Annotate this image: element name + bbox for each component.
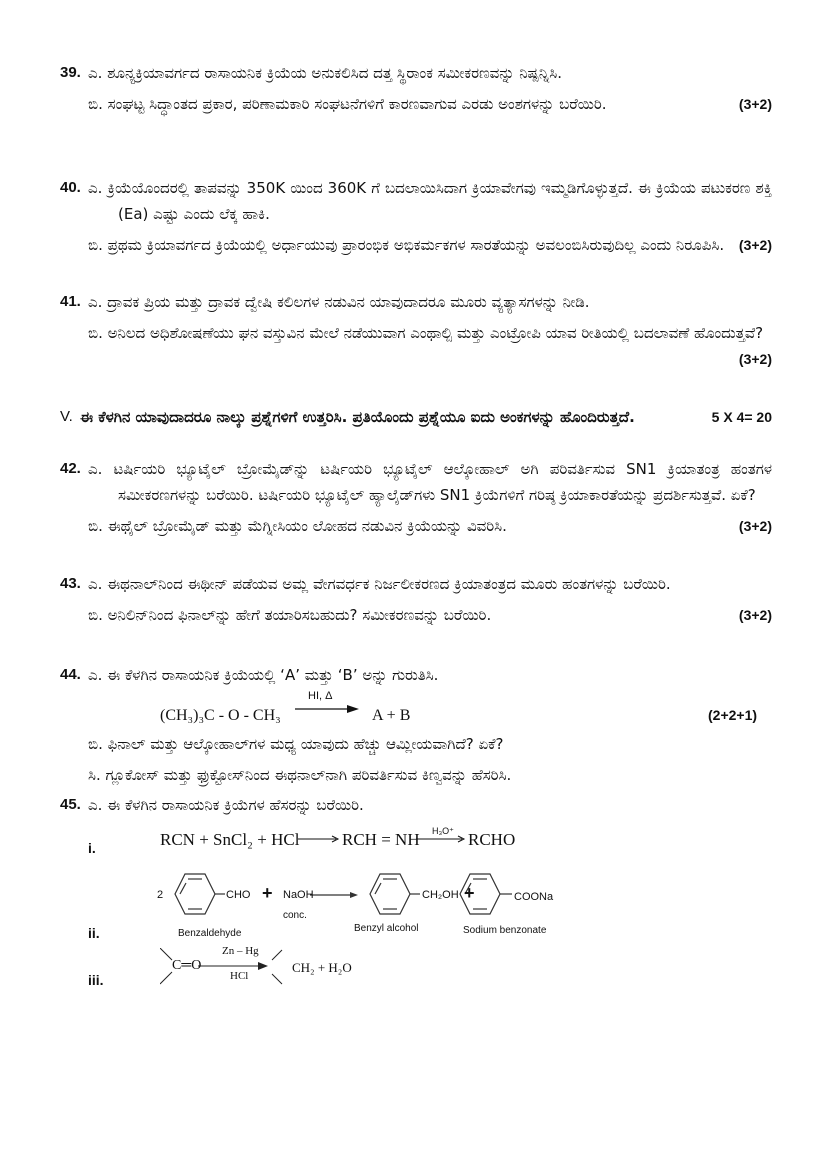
question-number: 44. bbox=[60, 666, 81, 683]
reaction-1-intermediate: RCH = NH bbox=[342, 830, 420, 849]
section-number: V. bbox=[60, 408, 73, 425]
section-v-heading bbox=[60, 405, 772, 429]
reaction-1-reactants: RCN + SnCl₂ + HCl bbox=[160, 830, 300, 849]
ch2oh-group: CH₂OH bbox=[422, 889, 459, 901]
reaction-label: iii. bbox=[88, 972, 104, 988]
carbonyl-reactant: C═O bbox=[172, 958, 202, 973]
part-b: ಬಿ. ಅನಿಲಿನ್‌ನಿಂದ ಫಿನಾಲ್‌ನ್ನು ಹೇಗೆ ತಯಾರಿಸಬಹುದು? ಸಮೀಕರಣವನ್ನು ಬರೆಯಿರಿ. bbox=[88, 606, 492, 624]
part-b: ಬಿ. ಫಿನಾಲ್ ಮತ್ತು ಆಲ್ಕೋಹಾಲ್‌ಗಳ ಮಧ್ಯ ಯಾವುದು ಹೆಚ್ಚು ಆಮ್ಲೀಯವಾಗಿದೆ? ಏಕೆ? bbox=[88, 735, 504, 753]
question-number: 40. bbox=[60, 179, 81, 196]
benzaldehyde-label: Benzaldehyde bbox=[178, 928, 242, 939]
equation-condition: HI, Δ bbox=[308, 690, 333, 702]
marks: (3+2) bbox=[738, 351, 772, 367]
question-45 bbox=[60, 792, 772, 818]
question-44 bbox=[60, 662, 772, 688]
question-number: 43. bbox=[60, 575, 81, 592]
coona-group: COONa bbox=[514, 891, 554, 903]
arrow-icon bbox=[416, 834, 466, 844]
reaction-label: ii. bbox=[88, 925, 100, 941]
question-40 bbox=[60, 175, 772, 258]
reaction-1-condition: H₃O⁺ bbox=[432, 826, 454, 836]
part-a: ಎ. ಟರ್ಷಿಯರಿ ಭ್ಯೂಟೈಲ್ ಬ್ರೋಮೈಡ್‌ನ್ನು ಟರ್ಷಿಯರಿ ಭ್ಯೂಟೈಲ್ ಆಲ್ಕೋಹಾಲ್ ಅಗಿ ಪರಿವರ್ತಿಸುವ SN1 ಕ್ರಿಯಾತಂತ್ರ ಹಂತಗಳ ಸಮೀಕರಣಗಳನ್ನು ಬರೆಯಿರಿ. ಟರ್ಷಿಯರಿ ಭ್ಯೂಟೈಲ್ ಹ್ಯಾಲೈಡ್‌ಗಳು SN1 ಕ್ರಿಯೆಗಳಿಗೆ ಗರಿಷ್ಠ ಕ್ರಿಯಾಕಾರತೆಯನ್ನು ಪ್ರದರ್ಶಿಸುತ್ತವೆ. ಏಕೆ? bbox=[88, 460, 772, 504]
reaction-3-products: CH₂ + H₂O bbox=[292, 960, 352, 975]
part-a: ಎ. ದ್ರಾವಕ ಪ್ರಿಯ ಮತ್ತು ದ್ರಾವಕ ದ್ವೇಷಿ ಕಲಿಲಗಳ ನಡುವಿನ ಯಾವುದಾದರೂ ಮೂರು ವ್ಯತ್ಯಾಸಗಳನ್ನು ನೀಡಿ. bbox=[88, 293, 590, 311]
marks: (3+2) bbox=[738, 237, 772, 253]
marks: (3+2) bbox=[738, 518, 772, 534]
condition-bottom: HCl bbox=[230, 970, 249, 982]
cho-group: CHO bbox=[226, 889, 251, 901]
part-a: ಎ. ಈ ಕೆಳಗಿನ ರಾಸಾಯನಿಕ ಕ್ರಿಯೆಗಳ ಹೆಸರನ್ನು ಬರೆಯಿರಿ. bbox=[88, 796, 364, 814]
benzyl-alcohol-label: Benzyl alcohol bbox=[354, 923, 419, 934]
part-a: ಎ. ಶೂನ್ಯಕ್ರಿಯಾವರ್ಗದ ರಾಸಾಯನಿಕ ಕ್ರಿಯೆಯ ಅನುಕಲಿಸಿದ ದತ್ತ ಸ್ಥಿರಾಂಕ ಸಮೀಕರಣವನ್ನು ನಿಷ್ಪನ್ನಿಸಿ. bbox=[88, 64, 562, 82]
marks: (3+2) bbox=[738, 96, 772, 112]
question-44-bc bbox=[60, 731, 772, 788]
arrow-icon bbox=[298, 834, 340, 844]
plus-sign: + bbox=[262, 883, 273, 903]
marks: (3+2) bbox=[738, 607, 772, 623]
part-c: ಸಿ. ಗ್ಲೂಕೋಸ್ ಮತ್ತು ಫ್ರುಕ್ಟೋಸ್‌ನಿಂದ ಈಥನಾಲ್‌ನಾಗಿ ಪರಿವರ್ತಿಸುವ ಕಿಣ್ವವನ್ನು ಹೆಸರಿಸಿ. bbox=[88, 766, 512, 784]
condition-top: Zn – Hg bbox=[222, 945, 259, 957]
question-43 bbox=[60, 571, 772, 628]
equation-reactant: (CH₃)₃C - O - CH₃ bbox=[160, 707, 281, 724]
part-b: ಬಿ. ಅನಿಲದ ಅಧಿಶೋಷಣೆಯು ಘನ ವಸ್ತುವಿನ ಮೇಲೆ ನಡೆಯುವಾಗ ಎಂಥಾಲ್ಪಿ ಮತ್ತು ಎಂಟ್ರೋಪಿ ಯಾವ ರೀತಿಯಲ್ಲಿ ಬದಲಾವಣೆ ಹೊಂದುತ್ತವೆ? bbox=[88, 324, 764, 342]
equation-product: A + B bbox=[372, 707, 411, 724]
coefficient: 2 bbox=[157, 889, 164, 901]
part-b: ಬಿ. ಈಥೈಲ್ ಬ್ರೋಮೈಡ್ ಮತ್ತು ಮೆಗ್ನೀಸಿಯಂ ಲೋಹದ ನಡುವಿನ ಕ್ರಿಯೆಯನ್ನು ವಿವರಿಸಿ. bbox=[88, 517, 507, 535]
question-41 bbox=[60, 289, 772, 372]
reaction-arrow-icon bbox=[295, 704, 360, 714]
part-b: ಬಿ. ಸಂಘಟ್ಟ ಸಿದ್ಧಾಂತದ ಪ್ರಕಾರ, ಪರಿಣಾಮಕಾರಿ ಸಂಘಟನೆಗಳಿಗೆ ಕಾರಣವಾಗುವ ಎರಡು ಅಂಶಗಳನ್ನು ಬರೆಯಿರಿ. bbox=[88, 95, 607, 113]
part-a: ಎ. ಈಥನಾಲ್‌ನಿಂದ ಈಥೀನ್ ಪಡೆಯವ ಅಮ್ಲ ವೇಗವರ್ಧಕ ನಿರ್ಜಲೀಕರಣದ ಕ್ರಿಯಾತಂತ್ರದ ಮೂರು ಹಂತಗಳನ್ನು ಬರೆಯಿರಿ. bbox=[88, 575, 671, 593]
question-42 bbox=[60, 456, 772, 539]
question-number: 42. bbox=[60, 460, 81, 477]
marks: (2+2+1) bbox=[708, 707, 758, 723]
question-39 bbox=[60, 60, 772, 117]
section-instructions: ಈ ಕೆಳಗಿನ ಯಾವುದಾದರೂ ನಾಲ್ಕು ಪ್ರಶ್ನೆಗಳಿಗೆ ಉತ್ತರಿಸಿ. ಪ್ರತಿಯೊಂದು ಪ್ರಶ್ನೆಯೂ ಐದು ಅಂಕಗಳನ್ನು ಹೊಂದಿರುತ್ತದೆ. bbox=[80, 408, 635, 426]
plus-sign: + bbox=[464, 883, 475, 903]
part-a: ಎ. ಈ ಕೆಳಗಿನ ರಾಸಾಯನಿಕ ಕ್ರಿಯೆಯಲ್ಲಿ ‘A’ ಮತ್ತು ‘B’ ಅನ್ನು ಗುರುತಿಸಿ. bbox=[88, 666, 439, 684]
question-number: 39. bbox=[60, 64, 81, 81]
reaction-label: i. bbox=[88, 840, 96, 856]
reaction-1-product: RCHO bbox=[468, 830, 516, 849]
naoh: NaOH bbox=[283, 889, 314, 901]
conc-label: conc. bbox=[283, 910, 307, 921]
section-marks: 5 X 4= 20 bbox=[711, 409, 772, 425]
sodium-benzonate-label: Sodium benzonate bbox=[463, 925, 547, 936]
part-a: ಎ. ಕ್ರಿಯೆಯೊಂದರಲ್ಲಿ ತಾಪವನ್ನು 350K ಯಿಂದ 360K ಗೆ ಬದಲಾಯಿಸಿದಾಗ ಕ್ರಿಯಾವೇಗವು ಇಮ್ಮಡಿಗೊಳ್ಳುತ್ತದೆ. ಈ ಕ್ರಿಯೆಯ ಪಟುಕರಣ ಶಕ್ತಿ (Ea) ಎಷ್ಟು ಎಂದು ಲೆಕ್ಕ ಹಾಕಿ. bbox=[88, 179, 772, 223]
part-b: ಬಿ. ಪ್ರಥಮ ಕ್ರಿಯಾವರ್ಗದ ಕ್ರಿಯೆಯಲ್ಲಿ ಅರ್ಧಾಯುವು ಪ್ರಾರಂಭಿಕ ಅಭಿಕರ್ಮಕಗಳ ಸಾರತೆಯನ್ನು ಅವಲಂಬಿಸಿರುವುದಿಲ್ಲ ಎಂದು ನಿರೂಪಿಸಿ. bbox=[88, 236, 725, 254]
question-number: 41. bbox=[60, 293, 81, 310]
question-number: 45. bbox=[60, 796, 81, 813]
